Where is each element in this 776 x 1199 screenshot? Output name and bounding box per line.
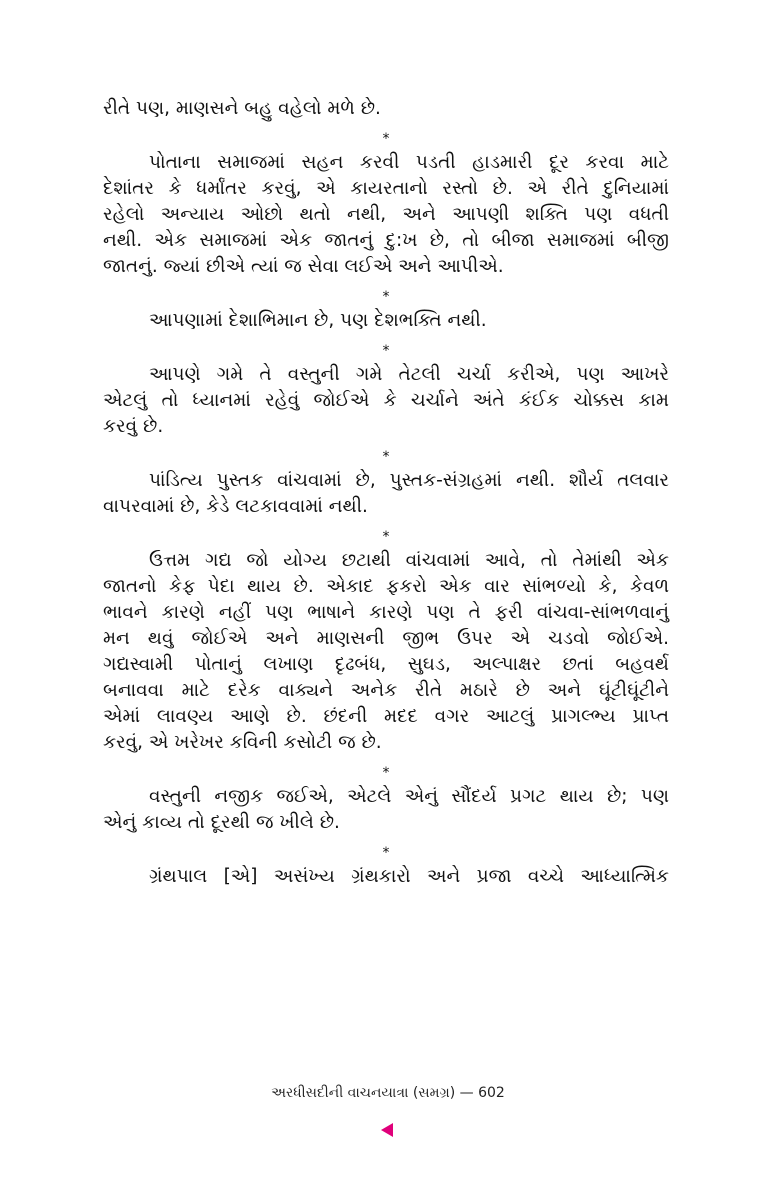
text-line: મન થવું જોઈએ અને માણસની જીભ ઉપર એ ચડવો જોઈએ. <box>103 628 669 649</box>
text-line: બનાવવા માટે દરેક વાક્યને અનેક રીતે મઠારે છે અને ઘૂંટીઘૂંટીને <box>103 680 669 701</box>
text-line: આપણે ગમે તે વસ્તુની ગમે તેટલી ચર્ચા કરીએ, પણ આખરે <box>149 364 669 385</box>
text-line: ભાવને કારણે નહીં પણ ભાષાને કારણે પણ તે ફરી વાંચવા-સાંભળવાનું <box>103 602 669 623</box>
text-line: વાપરવામાં છે, કેડે લટકાવવામાં નથી. <box>103 496 368 517</box>
text-line: એનું કાવ્ય તો દૂરથી જ ખીલે છે. <box>103 812 340 833</box>
text-line: જાતનો કેફ પેદા થાય છે. એકાદ ફકરો એક વાર સાંભળ્યો કે, કેવળ <box>103 576 669 597</box>
paragraph-discussion <box>103 362 669 440</box>
text-line: ગદ્યસ્વામી પોતાનું લખાણ દૃઢબંધ, સુઘડ, અલ્પાક્ષર છતાં બહવર્થ <box>103 654 669 675</box>
paragraph-scholarship <box>103 468 669 520</box>
text-line: રહેલો અન્યાય ઓછો થતો નથી, અને આપણી શક્તિ પણ વધતી <box>103 204 669 225</box>
text-line: જાતનું. જ્યાં છીએ ત્યાં જ સેવા લઈએ અને આપીએ. <box>103 256 504 277</box>
separator-star: * <box>382 131 390 147</box>
text-line: એટલું તો ધ્યાનમાં રહેવું જોઈએ કે ચર્ચાને અંતે કંઈક ચોક્કસ કામ <box>103 390 669 411</box>
text-line: એમાં લાવણ્ય આણે છે. છંદની મદદ વગર આટલું પ્રાગલ્ભ્ય પ્રાપ્ત <box>103 706 669 727</box>
text-line: ઉત્તમ ગદ્ય જો યોગ્ય છટાથી વાંચવામાં આવે, તો તેમાંથી એક <box>149 550 669 571</box>
text-line: નથી. એક સમાજમાં એક જાતનું દુ:ખ છે, તો બીજા સમાજમાં બીજી <box>103 230 669 251</box>
paragraph-conversion <box>103 150 669 280</box>
paragraph-librarian <box>103 864 669 890</box>
page-footer: અરધીસદીની વાચનયાત્રા (સમગ્ર) — 602 <box>271 1085 505 1101</box>
text-line: પોતાના સમાજમાં સહન કરવી પડતી હાડમારી દૂર કરવા માટે <box>149 152 669 173</box>
separator-star: * <box>382 449 390 465</box>
separator-star: * <box>382 289 390 305</box>
paragraph-beauty <box>103 784 669 836</box>
text-line: વસ્તુની નજીક જઈએ, એટલે એનું સૌંદર્ય પ્રગટ થાય છે; પણ <box>149 786 669 807</box>
text-line: પાંડિત્ય પુસ્તક વાંચવામાં છે, પુસ્તક-સંગ્રહમાં નથી. શૌર્ય તલવાર <box>149 470 669 491</box>
separator-star: * <box>382 529 390 545</box>
page-body <box>103 96 669 896</box>
text-line: દેશાંતર કે ધર્માંતર કરવું, એ કાયરતાનો રસ્તો છે. એ રીતે દુનિયામાં <box>103 178 669 199</box>
paragraph-patriotism <box>103 308 669 334</box>
text-line: કરવું છે. <box>103 416 164 437</box>
text-line: કરવું, એ ખરેખર કવિની કસોટી જ છે. <box>103 732 382 753</box>
paragraph-continuation <box>103 96 669 122</box>
text-line: રીતે પણ, માણસને બહુ વહેલો મળે છે. <box>103 98 381 119</box>
separator-star: * <box>382 765 390 781</box>
paragraph-prose <box>103 548 669 756</box>
text-line: ગ્રંથપાલ [એ] અસંખ્ય ગ્રંથકારો અને પ્રજા વચ્ચે આધ્યાત્મિક <box>149 866 669 887</box>
text-line: આપણામાં દેશાભિમાન છે, પણ દેશભક્તિ નથી. <box>149 310 487 331</box>
separator-star: * <box>382 343 390 359</box>
previous-page-arrow-icon[interactable] <box>381 1123 393 1137</box>
separator-star: * <box>382 845 390 861</box>
